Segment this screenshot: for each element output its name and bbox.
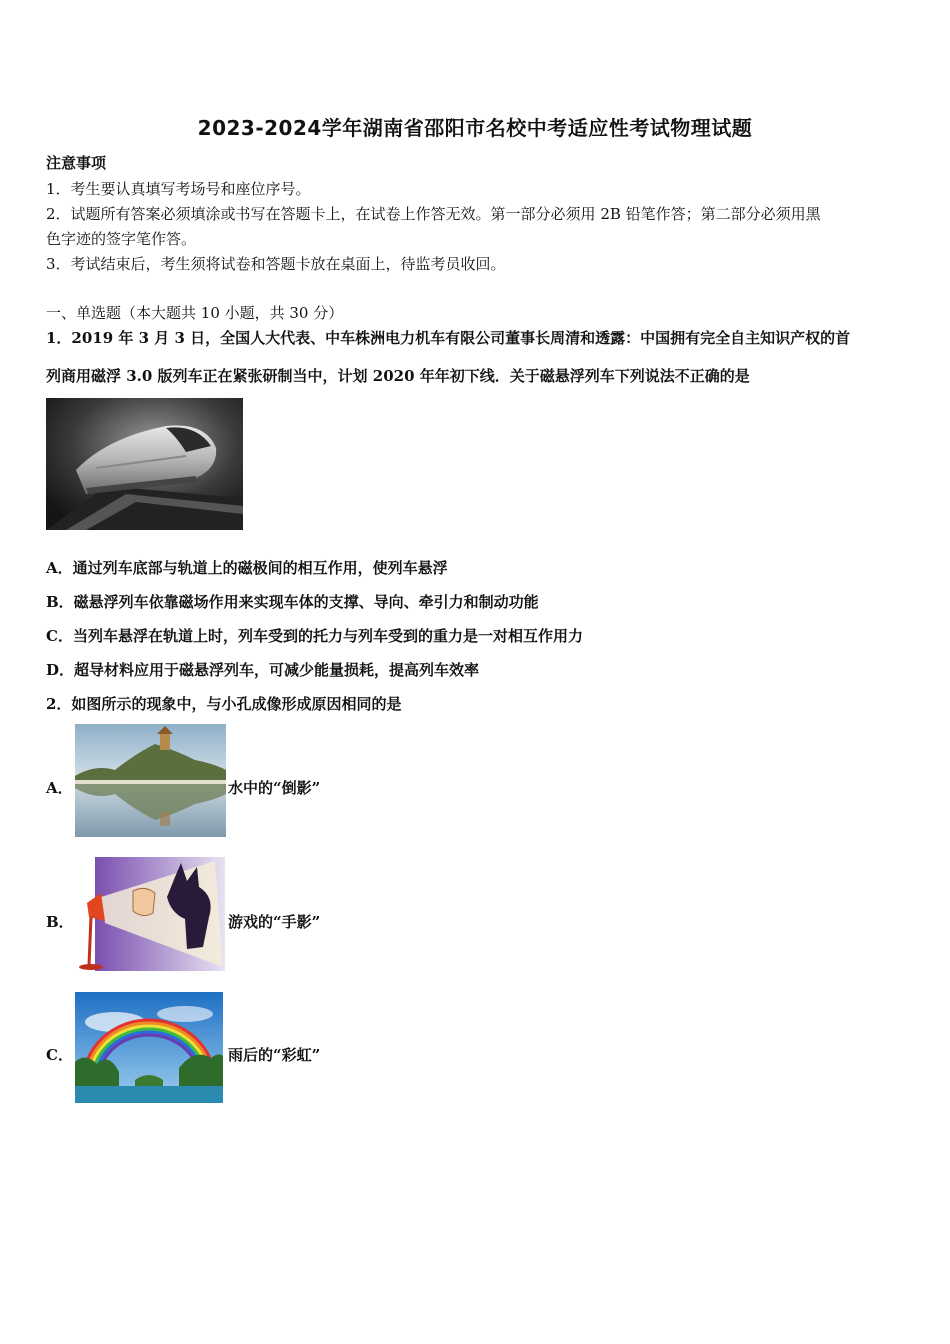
q2-option-c-text: 雨后的“彩虹”: [228, 1046, 321, 1064]
page-title: 2023-2024学年湖南省邵阳市名校中考适应性考试物理试题: [197, 116, 753, 140]
notice-item-2-cont: 色字迹的签字笔作答。: [46, 230, 197, 248]
q2-option-b-label: B．: [46, 913, 74, 931]
q2-option-b-text: 游戏的“手影”: [228, 913, 321, 931]
notice-heading: 注意事项: [46, 154, 107, 172]
q1-option-a: A．通过列车底部与轨道上的磁极间的相互作用，使列车悬浮: [46, 559, 448, 577]
q2-option-c-label: C．: [46, 1046, 73, 1064]
q2-option-a-label: A．: [46, 779, 73, 797]
section-heading: 一、单选题（本大题共 10 小题，共 30 分）: [46, 304, 344, 322]
notice-item-1: 1．考生要认真填写考场号和座位序号。: [46, 180, 311, 198]
q1-option-c: C．当列车悬浮在轨道上时，列车受到的托力与列车受到的重力是一对相互作用力: [46, 627, 583, 645]
q1-option-d: D．超导材料应用于磁悬浮列车，可减少能量损耗，提高列车效率: [46, 661, 480, 679]
hand-shadow-image: [75, 857, 225, 971]
q1-stem-line2: 列商用磁浮 3.0 版列车正在紧张研制当中，计划 2020 年年初下线．关于磁悬浮列车下列说法不正确的是: [46, 367, 750, 385]
notice-item-2: 2．试题所有答案必须填涂或书写在答题卡上，在试卷上作答无效。第一部分必须用 2B 铅笔作答；第二部分必须用黑: [46, 205, 821, 223]
q1-option-b: B．磁悬浮列车依靠磁场作用来实现车体的支撑、导向、牵引力和制动功能: [46, 593, 539, 611]
rainbow-image: [75, 992, 223, 1103]
q2-stem: 2．如图所示的现象中，与小孔成像形成原因相同的是: [46, 695, 402, 713]
water-reflection-image: [75, 724, 226, 837]
q2-option-a-text: 水中的“倒影”: [228, 779, 321, 797]
maglev-train-image: [46, 398, 243, 530]
q1-stem-line1: 1．2019 年 3 月 3 日，全国人大代表、中车株洲电力机车有限公司董事长周清和透露：中国拥有完全自主知识产权的首: [46, 329, 851, 347]
notice-item-3: 3．考试结束后，考生须将试卷和答题卡放在桌面上，待监考员收回。: [46, 255, 506, 273]
